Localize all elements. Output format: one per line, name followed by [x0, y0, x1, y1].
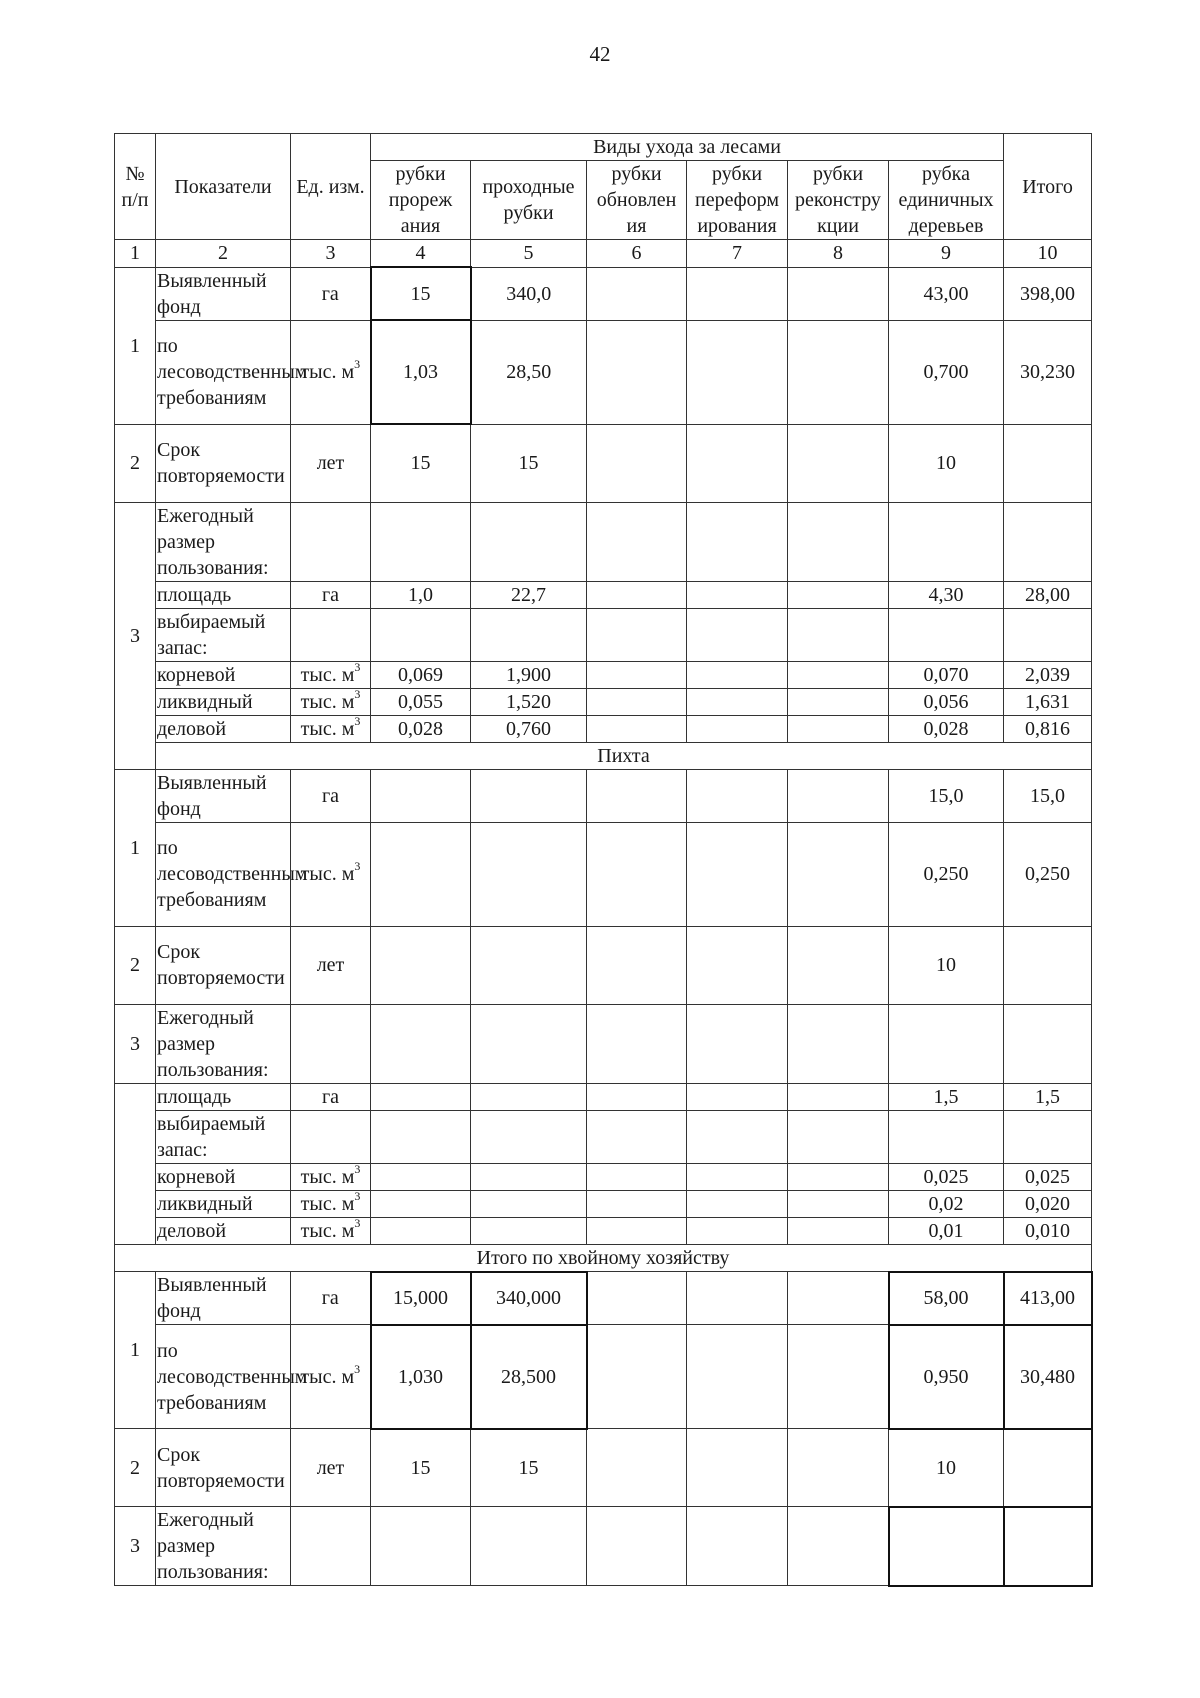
- value-cell: 0,950: [889, 1325, 1004, 1429]
- value-cell: [687, 424, 788, 502]
- empty-cell: [1004, 608, 1092, 661]
- value-cell: [587, 1083, 687, 1110]
- header-care-type-line: проходные: [482, 176, 575, 198]
- value-cell: [587, 688, 687, 715]
- unit-sup: 3: [354, 1215, 361, 1230]
- value-cell: 1,0: [371, 581, 471, 608]
- unit-sup: 3: [354, 357, 361, 372]
- value-cell: [687, 1429, 788, 1507]
- value-cell: [788, 1190, 889, 1217]
- label-harvest-stock: выбираемый запас:: [156, 608, 291, 661]
- value-cell: 340,0: [471, 267, 587, 320]
- unit-text: тыс. м: [300, 663, 355, 686]
- header-care-type-line: рубка: [922, 163, 970, 185]
- value-cell: 10: [889, 926, 1004, 1004]
- empty-cell: [291, 608, 371, 661]
- empty-cell: [889, 1004, 1004, 1083]
- value-cell: 1,030: [371, 1325, 471, 1429]
- unit-text: тыс. м: [300, 863, 355, 885]
- empty-cell: [371, 608, 471, 661]
- unit-cell: га: [291, 581, 371, 608]
- value-cell: 0,070: [889, 661, 1004, 688]
- row-number: 1: [115, 267, 156, 424]
- value-cell: [371, 1083, 471, 1110]
- unit-cell: га: [291, 1083, 371, 1110]
- unit-sup: 3: [354, 659, 361, 674]
- row-number: 3: [115, 502, 156, 769]
- label-liquid: ликвидный: [156, 1190, 291, 1217]
- label-found-fund: Выявленный фонд: [156, 267, 291, 320]
- empty-cell: [471, 608, 587, 661]
- label-liquid: ликвидный: [156, 688, 291, 715]
- unit-cell: га: [291, 769, 371, 822]
- value-cell: [587, 769, 687, 822]
- label-silvicultural: по лесоводственным требованиям: [156, 320, 291, 424]
- value-cell: 15,0: [1004, 769, 1092, 822]
- unit-cell: га: [291, 1272, 371, 1325]
- value-cell: [587, 1163, 687, 1190]
- row-number-empty: [115, 1083, 156, 1244]
- empty-cell: [471, 1110, 587, 1163]
- value-cell: 10: [889, 1429, 1004, 1507]
- header-num: № п/п: [115, 134, 156, 240]
- unit-sup: 3: [354, 859, 361, 874]
- empty-cell: [687, 1507, 788, 1586]
- value-cell: 28,50: [471, 320, 587, 424]
- header-care-group: Виды ухода за лесами: [371, 134, 1004, 161]
- empty-cell: [371, 502, 471, 581]
- value-cell: 0,055: [371, 688, 471, 715]
- unit-text: тыс. м: [300, 1219, 355, 1242]
- value-cell: [587, 1190, 687, 1217]
- unit-text: тыс. м: [300, 1165, 355, 1188]
- section-title: Пихта: [156, 742, 1092, 769]
- header-care-type: [687, 161, 788, 240]
- value-cell: [587, 926, 687, 1004]
- value-cell: 10: [889, 424, 1004, 502]
- label-found-fund: Выявленный фонд: [156, 1272, 291, 1325]
- page-number: 42: [589, 42, 611, 66]
- unit-sup: 3: [354, 686, 361, 701]
- col-number: 7: [687, 240, 788, 268]
- unit-cell: [291, 1190, 371, 1217]
- value-cell: 1,5: [1004, 1083, 1092, 1110]
- value-cell: [471, 1190, 587, 1217]
- value-cell: 22,7: [471, 581, 587, 608]
- empty-cell: [687, 1004, 788, 1083]
- value-cell: [587, 320, 687, 424]
- value-cell: [471, 926, 587, 1004]
- header-care-type-line: рубки: [395, 163, 446, 185]
- label-silvicultural: по лесоводственным требованиям: [156, 822, 291, 926]
- header-care-type-line: ания: [400, 215, 441, 237]
- empty-cell: [471, 502, 587, 581]
- value-cell: [687, 267, 788, 320]
- value-cell: [687, 1272, 788, 1325]
- empty-cell: [1004, 502, 1092, 581]
- value-cell: [788, 267, 889, 320]
- value-cell: [587, 715, 687, 742]
- value-cell: [471, 769, 587, 822]
- value-cell: [788, 661, 889, 688]
- empty-cell: [687, 1110, 788, 1163]
- empty-cell: [587, 608, 687, 661]
- value-cell: 1,5: [889, 1083, 1004, 1110]
- label-commercial: деловой: [156, 715, 291, 742]
- label-repeat-period: Срок повторяемости: [156, 424, 291, 502]
- empty-cell: [687, 608, 788, 661]
- empty-cell: [889, 608, 1004, 661]
- unit-cell: [291, 661, 371, 688]
- value-cell: 30,230: [1004, 320, 1092, 424]
- value-cell: [788, 581, 889, 608]
- unit-text: тыс. м: [300, 1192, 355, 1215]
- value-cell: 15: [371, 424, 471, 502]
- label-annual-use: Ежегодный размер пользования:: [156, 502, 291, 581]
- header-care-type: [471, 161, 587, 240]
- value-cell: [1004, 1429, 1092, 1507]
- col-number: 10: [1004, 240, 1092, 268]
- col-number: 4: [371, 240, 471, 268]
- value-cell: 15: [471, 1429, 587, 1507]
- col-number: 1: [115, 240, 156, 268]
- unit-sup: 3: [354, 1161, 361, 1176]
- row-number: 2: [115, 1429, 156, 1507]
- value-cell: 15,000: [371, 1272, 471, 1325]
- value-cell: [371, 1217, 471, 1244]
- value-cell: 0,02: [889, 1190, 1004, 1217]
- value-cell: [788, 769, 889, 822]
- header-care-type-line: единичных: [898, 189, 994, 211]
- value-cell: [587, 1429, 687, 1507]
- value-cell: [687, 1190, 788, 1217]
- value-cell: 398,00: [1004, 267, 1092, 320]
- value-cell: 0,816: [1004, 715, 1092, 742]
- unit-text: тыс. м: [300, 717, 355, 740]
- empty-cell: [471, 1507, 587, 1586]
- value-cell: 0,020: [1004, 1190, 1092, 1217]
- value-cell: 43,00: [889, 267, 1004, 320]
- label-silvicultural: по лесоводственным требованиям: [156, 1325, 291, 1429]
- unit-cell: [291, 822, 371, 926]
- empty-cell: [788, 1110, 889, 1163]
- row-number: 2: [115, 424, 156, 502]
- value-cell: [587, 1272, 687, 1325]
- value-cell: 1,03: [371, 320, 471, 424]
- label-found-fund: Выявленный фонд: [156, 769, 291, 822]
- empty-cell: [291, 1110, 371, 1163]
- unit-sup: 3: [354, 713, 361, 728]
- forest-care-table: [114, 133, 1092, 1587]
- header-care-type: [788, 161, 889, 240]
- value-cell: [687, 822, 788, 926]
- value-cell: [587, 581, 687, 608]
- label-area: площадь: [156, 1083, 291, 1110]
- value-cell: [587, 661, 687, 688]
- col-number: 8: [788, 240, 889, 268]
- unit-cell: [291, 1217, 371, 1244]
- value-cell: [371, 1190, 471, 1217]
- value-cell: [788, 1083, 889, 1110]
- value-cell: [687, 320, 788, 424]
- unit-cell: лет: [291, 1429, 371, 1507]
- empty-cell: [687, 502, 788, 581]
- header-unit: Ед. изм.: [291, 134, 371, 240]
- value-cell: 0,069: [371, 661, 471, 688]
- header-total: Итого: [1004, 134, 1092, 240]
- header-care-type: [889, 161, 1004, 240]
- unit-cell: [291, 1163, 371, 1190]
- value-cell: [1004, 926, 1092, 1004]
- value-cell: [788, 926, 889, 1004]
- value-cell: [471, 1163, 587, 1190]
- col-number: 9: [889, 240, 1004, 268]
- header-care-type-line: рубки: [611, 163, 662, 185]
- empty-cell: [371, 1110, 471, 1163]
- value-cell: [687, 688, 788, 715]
- value-cell: [471, 822, 587, 926]
- value-cell: 340,000: [471, 1272, 587, 1325]
- unit-cell: [291, 688, 371, 715]
- col-number: 6: [587, 240, 687, 268]
- value-cell: 30,480: [1004, 1325, 1092, 1429]
- value-cell: 0,056: [889, 688, 1004, 715]
- header-care-type-line: деревьев: [908, 215, 984, 237]
- value-cell: [587, 1325, 687, 1429]
- empty-cell: [1004, 1507, 1092, 1586]
- col-number: 2: [156, 240, 291, 268]
- value-cell: 15: [371, 1429, 471, 1507]
- value-cell: 0,250: [1004, 822, 1092, 926]
- value-cell: [687, 926, 788, 1004]
- label-commercial: деловой: [156, 1217, 291, 1244]
- empty-cell: [291, 1507, 371, 1586]
- unit-sup: 3: [354, 1361, 361, 1376]
- value-cell: [687, 1217, 788, 1244]
- unit-sup: 3: [354, 1188, 361, 1203]
- value-cell: 28,500: [471, 1325, 587, 1429]
- label-harvest-stock: выбираемый запас:: [156, 1110, 291, 1163]
- header-care-type-line: реконстру: [795, 189, 881, 211]
- row-number: 3: [115, 1507, 156, 1586]
- value-cell: 0,028: [889, 715, 1004, 742]
- label-annual-use: Ежегодный размер пользования:: [156, 1507, 291, 1586]
- value-cell: [788, 715, 889, 742]
- value-cell: 58,00: [889, 1272, 1004, 1325]
- value-cell: 15,0: [889, 769, 1004, 822]
- value-cell: [788, 320, 889, 424]
- empty-cell: [889, 1507, 1004, 1586]
- row-number: 1: [115, 769, 156, 926]
- header-care-type: [587, 161, 687, 240]
- row-number: 2: [115, 926, 156, 1004]
- value-cell: [471, 1083, 587, 1110]
- value-cell: 0,025: [1004, 1163, 1092, 1190]
- label-root: корневой: [156, 661, 291, 688]
- value-cell: 0,01: [889, 1217, 1004, 1244]
- empty-cell: [587, 1110, 687, 1163]
- unit-cell: [291, 320, 371, 424]
- value-cell: 0,760: [471, 715, 587, 742]
- header-indicator: Показатели: [156, 134, 291, 240]
- label-repeat-period: Срок повторяемости: [156, 1429, 291, 1507]
- value-cell: [788, 1163, 889, 1190]
- value-cell: 0,010: [1004, 1217, 1092, 1244]
- header-care-type-line: рубки: [812, 163, 864, 185]
- empty-cell: [291, 1004, 371, 1083]
- header-care-type-line: переформ: [694, 189, 779, 211]
- empty-cell: [788, 608, 889, 661]
- value-cell: [788, 424, 889, 502]
- value-cell: 0,250: [889, 822, 1004, 926]
- value-cell: [788, 1429, 889, 1507]
- empty-cell: [788, 502, 889, 581]
- value-cell: [687, 1163, 788, 1190]
- col-number: 3: [291, 240, 371, 268]
- empty-cell: [587, 502, 687, 581]
- empty-cell: [291, 502, 371, 581]
- value-cell: 4,30: [889, 581, 1004, 608]
- header-care-type-line: ия: [626, 215, 647, 237]
- empty-cell: [1004, 1004, 1092, 1083]
- value-cell: [687, 715, 788, 742]
- col-number: 5: [471, 240, 587, 268]
- header-care-type-line: рубки: [711, 163, 763, 185]
- value-cell: 1,631: [1004, 688, 1092, 715]
- header-care-type-line: рубки: [503, 202, 554, 224]
- empty-cell: [1004, 1110, 1092, 1163]
- header-care-type-line: прореж: [388, 189, 453, 211]
- label-annual-use: Ежегодный размер пользования:: [156, 1004, 291, 1083]
- unit-cell: га: [291, 267, 371, 320]
- unit-text: тыс. м: [300, 361, 355, 383]
- unit-cell: лет: [291, 926, 371, 1004]
- label-root: корневой: [156, 1163, 291, 1190]
- value-cell: [587, 267, 687, 320]
- unit-text: тыс. м: [300, 1365, 355, 1388]
- value-cell: [788, 1325, 889, 1429]
- value-cell: [788, 1272, 889, 1325]
- value-cell: [587, 822, 687, 926]
- value-cell: [687, 769, 788, 822]
- label-repeat-period: Срок повторяемости: [156, 926, 291, 1004]
- value-cell: [587, 424, 687, 502]
- unit-cell: [291, 715, 371, 742]
- value-cell: 1,520: [471, 688, 587, 715]
- unit-cell: лет: [291, 424, 371, 502]
- value-cell: [587, 1217, 687, 1244]
- value-cell: [371, 926, 471, 1004]
- value-cell: [788, 822, 889, 926]
- empty-cell: [371, 1004, 471, 1083]
- value-cell: 0,700: [889, 320, 1004, 424]
- value-cell: [471, 1217, 587, 1244]
- value-cell: [788, 688, 889, 715]
- value-cell: [371, 1163, 471, 1190]
- value-cell: [371, 822, 471, 926]
- value-cell: [687, 1083, 788, 1110]
- unit-cell: [291, 1325, 371, 1429]
- value-cell: [687, 1325, 788, 1429]
- value-cell: [788, 1217, 889, 1244]
- value-cell: 1,900: [471, 661, 587, 688]
- section-title: Итого по хвойному хозяйству: [115, 1244, 1092, 1272]
- value-cell: [1004, 424, 1092, 502]
- value-cell: 2,039: [1004, 661, 1092, 688]
- empty-cell: [788, 1004, 889, 1083]
- value-cell: [687, 661, 788, 688]
- header-care-type-line: ирования: [697, 215, 777, 237]
- header-care-type-line: обновлен: [596, 189, 677, 211]
- label-area: площадь: [156, 581, 291, 608]
- empty-cell: [587, 1507, 687, 1586]
- value-cell: 15: [371, 267, 471, 320]
- empty-cell: [471, 1004, 587, 1083]
- value-cell: 0,025: [889, 1163, 1004, 1190]
- row-number: 3: [115, 1004, 156, 1083]
- value-cell: 28,00: [1004, 581, 1092, 608]
- value-cell: [687, 581, 788, 608]
- empty-cell: [371, 1507, 471, 1586]
- header-care-type: [371, 161, 471, 240]
- empty-cell: [889, 1110, 1004, 1163]
- empty-cell: [587, 1004, 687, 1083]
- value-cell: 15: [471, 424, 587, 502]
- value-cell: [371, 769, 471, 822]
- value-cell: 413,00: [1004, 1272, 1092, 1325]
- value-cell: 0,028: [371, 715, 471, 742]
- empty-cell: [889, 502, 1004, 581]
- unit-text: тыс. м: [300, 690, 355, 713]
- header-care-type-line: кции: [817, 215, 859, 237]
- empty-cell: [788, 1507, 889, 1586]
- row-number: 1: [115, 1272, 156, 1429]
